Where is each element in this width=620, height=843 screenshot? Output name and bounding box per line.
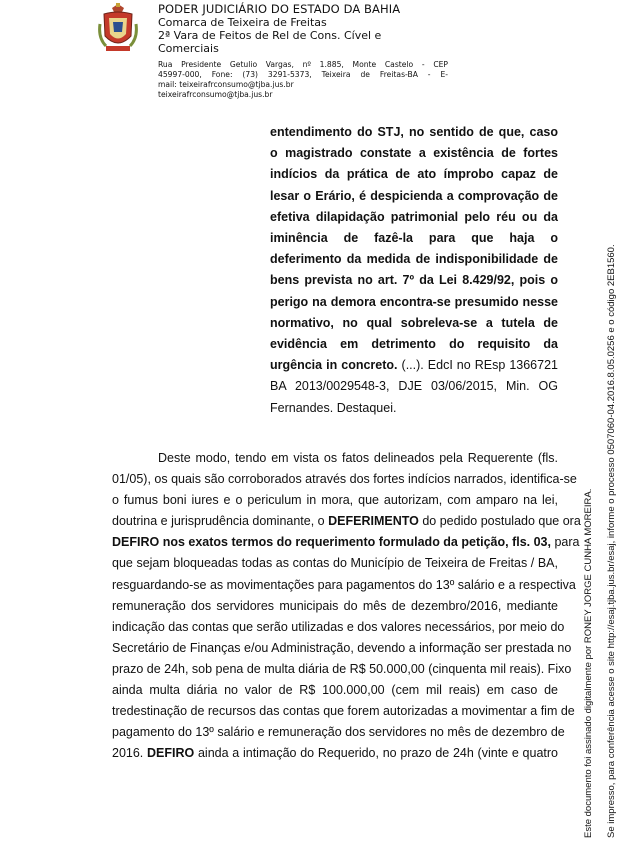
verification-note: Se impresso, para conferência acesse o site http://esaj.tjba.jus.br/esaj, informe o processo 0507060-04.2016.8.05.0256 e o código 2EB1560.: [606, 244, 617, 838]
quote-text: bens prevista no art. 7º da Lei 8.429/92, pois o: [270, 273, 558, 288]
quote-line: [270, 207, 558, 228]
quote-line: [270, 164, 558, 185]
paragraph-line: [112, 490, 558, 511]
quote-text: BA 2013/0029548-3, DJE 03/06/2015, Min. OG: [270, 379, 558, 394]
paragraph-text: que sejam bloqueadas todas as contas do Município de Teixeira de Freitas / BA,: [112, 556, 558, 571]
quote-line: [270, 313, 558, 334]
quote-text: iminência de fazê-la para que haja o: [270, 231, 558, 246]
paragraph-text: resguardando-se as movimentações para pagamentos do 13º salário e a respectiva: [112, 577, 576, 592]
paragraph-text: para: [550, 535, 580, 550]
paragraph-text: doutrina e jurisprudência dominante, o: [112, 514, 329, 529]
quote-text: evidência em detrimento do requisito da: [270, 337, 558, 352]
quote-line: [270, 334, 558, 355]
address: [158, 60, 448, 90]
paragraph-text: 01/05), os quais são corroborados através dos fortes indícios narrados, identifica-se: [112, 472, 577, 487]
paragraph-line: [112, 680, 558, 701]
quote-text: urgência in concreto.: [270, 358, 398, 373]
quote-line: [270, 186, 558, 207]
quote-line: [270, 228, 558, 249]
paragraph-text: tredestinação de recursos das contas que forem autorizadas a movimentar a fim de: [112, 704, 575, 719]
quote-text: normativo, no qual sobreleva-se a tutela de: [270, 315, 558, 330]
letterhead: [158, 3, 448, 100]
quote-text: o magistrado constate a existência de fortes: [270, 146, 558, 161]
paragraph-line: [112, 722, 565, 743]
paragraph-line: [112, 532, 580, 553]
paragraph-text: 2016.: [112, 746, 148, 761]
address-line-3: mail: teixeirafrconsumo@tjba.jus.br: [158, 80, 294, 89]
paragraph-text: pagamento do 13º salário e remuneração dos servidores no mês de dezembro de: [112, 725, 565, 740]
quote-line: [270, 355, 558, 376]
paragraph-text: remuneração dos servidores municipais do mês de dezembro/2016, mediante: [112, 598, 558, 613]
quote-line: [270, 270, 558, 291]
quote-line: [270, 249, 558, 270]
quote-text: efetiva dilapidação patrimonial pelo réu ou da: [270, 209, 558, 224]
paragraph-text: Secretário de Finanças e/ou Administração, devendo a informação ser prestada no: [112, 640, 572, 655]
paragraph-text: ainda multa diária no valor de R$ 100.000,00 (cem mil reais) em caso de: [112, 683, 558, 698]
quote-text: entendimento do STJ, no sentido de que, caso: [270, 125, 558, 139]
quote-citation: (...). EdcI no REsp 1366721: [397, 358, 558, 373]
paragraph-line: [112, 617, 565, 638]
quote-line: [270, 398, 558, 419]
paragraph-line: [112, 743, 558, 764]
division-name: 2ª Vara de Feitos de Rel de Cons. Cível e: [158, 29, 382, 42]
court-name: PODER JUDICIÁRIO DO ESTADO DA BAHIA: [158, 2, 401, 16]
email: teixeirafrconsumo@tjba.jus.br: [158, 90, 273, 99]
paragraph-line: [112, 596, 558, 617]
quote-line: [270, 292, 558, 313]
paragraph-line: [112, 575, 576, 596]
emphasis-text: DEFERIMENTO: [328, 514, 419, 529]
paragraph-text: indicação das contas que serão utilizadas e dos valores necessários, por meio do: [112, 619, 565, 634]
division-name-cont: Comerciais: [158, 42, 219, 55]
paragraph-line: [112, 659, 572, 680]
quote-text: Fernandes. Destaquei.: [270, 400, 397, 415]
decision-paragraph: [112, 448, 581, 764]
jurisprudence-quote: [270, 122, 558, 419]
emphasis-text: DEFIRO nos exatos termos do requerimento formulado da petição, fls. 03,: [112, 535, 551, 550]
paragraph-line: [112, 469, 577, 490]
district-name: Comarca de Teixeira de Freitas: [158, 16, 327, 29]
paragraph-text: ainda a intimação do Requerido, no prazo de 24h (vinte e quatro: [194, 746, 558, 761]
quote-text: lesar o Erário, é despicienda a comprovação de: [270, 188, 558, 203]
court-coat-of-arms: [98, 2, 138, 54]
paragraph-line: [112, 511, 581, 532]
paragraph-text: o fumus boni iures e o periculum in mora, que autorizam, com amparo na lei,: [112, 493, 558, 508]
quote-text: perigo na demora encontra-se presumido nesse: [270, 294, 558, 309]
paragraph-text: Deste modo, tendo em vista os fatos delineados pela Requerente (fls.: [158, 451, 558, 465]
paragraph-line: [112, 553, 558, 574]
emphasis-text: DEFIRO: [147, 746, 195, 761]
address-line-1: Rua Presidente Getulio Vargas, nº 1.885, Monte Castelo - CEP: [158, 60, 448, 69]
quote-text: indícios da prática de ato ímprobo capaz de: [270, 167, 558, 182]
quote-line: [270, 376, 558, 397]
paragraph-line: [112, 448, 558, 469]
digital-signature-note: Este documento foi assinado digitalmente por RONEY JORGE CUNHA MOREIRA.: [583, 488, 594, 838]
quote-line: [270, 122, 558, 143]
address-line-2: 45997-000, Fone: (73) 3291-5373, Teixeira de Freitas-BA - E-: [158, 70, 448, 79]
paragraph-line: [112, 638, 572, 659]
paragraph-text: do pedido postulado que ora: [418, 514, 581, 529]
paragraph-text: prazo de 24h, sob pena de multa diária de R$ 50.000,00 (cinquenta mil reais). Fixo: [112, 661, 572, 676]
paragraph-line: [112, 701, 575, 722]
quote-line: [270, 143, 558, 164]
quote-text: deferimento da medida de indisponibilidade de: [270, 252, 558, 267]
